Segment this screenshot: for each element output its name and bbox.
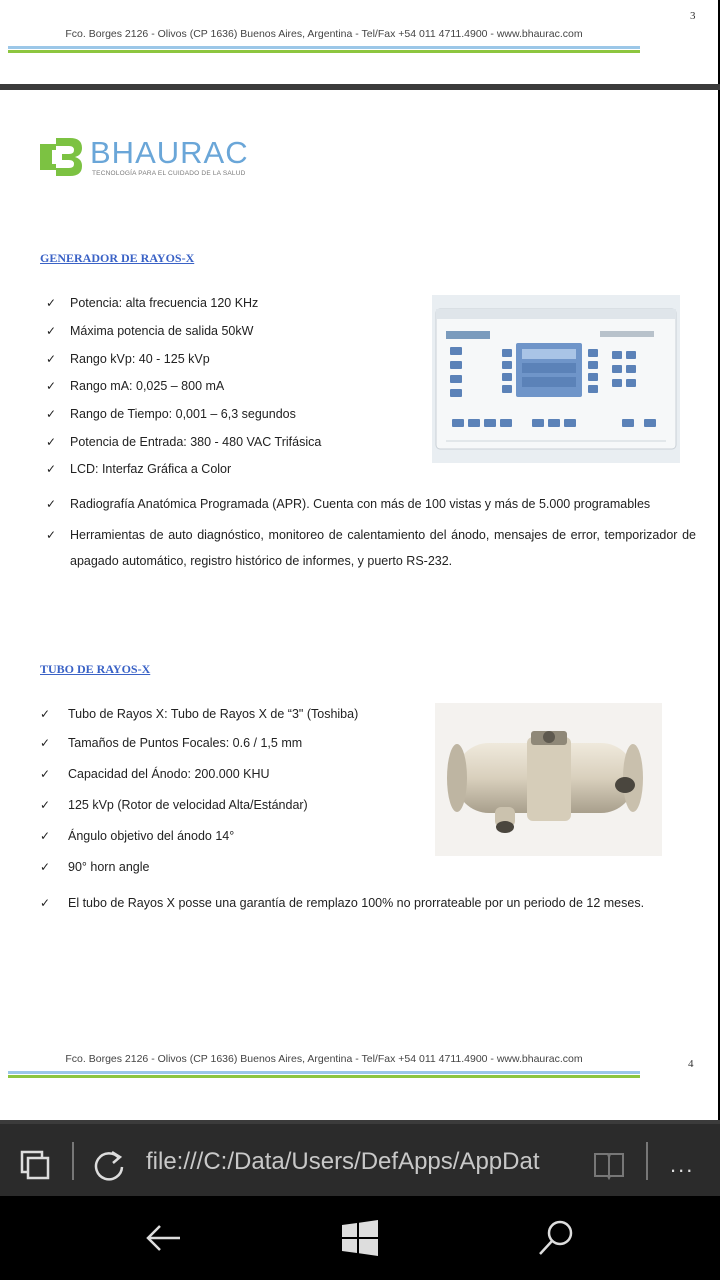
page-footer-text: Fco. Borges 2126 - Olivos (CP 1636) Buenos Aires, Argentina - Tel/Fax +54 011 4711.4900 - www.bhaurac.com — [65, 1053, 583, 1065]
check-icon: ✓ — [46, 497, 57, 511]
logo-tagline: TECNOLOGÍA PARA EL CUIDADO DE LA SALUD — [92, 170, 246, 177]
generator-control-panel-image — [432, 295, 680, 463]
check-icon: ✓ — [46, 407, 57, 421]
page-number: 3 — [690, 10, 696, 22]
page-footer-text: Fco. Borges 2126 - Olivos (CP 1636) Buenos Aires, Argentina - Tel/Fax +54 011 4711.4900 - www.bhaurac.com — [65, 28, 583, 40]
system-navigation-bar — [0, 1196, 720, 1280]
check-icon: ✓ — [46, 435, 57, 449]
check-icon: ✓ — [40, 707, 51, 721]
section-title-tubo: TUBO DE RAYOS-X — [40, 662, 151, 676]
check-icon: ✓ — [40, 896, 51, 910]
check-icon: ✓ — [40, 829, 51, 843]
page-number: 4 — [688, 1058, 694, 1070]
check-icon: ✓ — [46, 324, 57, 338]
logo-name: BHAURAC — [90, 135, 249, 170]
check-icon: ✓ — [46, 462, 57, 476]
check-icon: ✓ — [40, 798, 51, 812]
back-arrow-icon[interactable] — [144, 1218, 184, 1258]
check-icon: ✓ — [40, 736, 51, 750]
toolbar-divider — [72, 1142, 74, 1180]
more-options-icon[interactable]: ... — [670, 1152, 695, 1177]
footer-divider — [8, 46, 640, 53]
previous-page-bottom — [0, 0, 718, 84]
logo-mark-icon — [40, 138, 82, 176]
xray-tube-image — [435, 703, 662, 856]
check-icon: ✓ — [46, 379, 57, 393]
address-bar[interactable]: file:///C:/Data/Users/DefApps/AppDat — [146, 1148, 540, 1175]
section-title-generador: GENERADOR DE RAYOS-X — [40, 251, 195, 265]
tabs-icon[interactable] — [20, 1150, 50, 1180]
check-icon: ✓ — [46, 296, 57, 310]
document-page: BHAURAC TECNOLOGÍA PARA EL CUIDADO DE LA SALUD GENERADOR DE RAYOS-X ✓ Potencia: alta frecuencia 120 KHz ✓ Máxima potencia de salida 50kW ✓ Rango kVp: 40 - 125 kVp ✓ Rango mA: 0,025 – 800 mA ✓ Rango de Tiempo: 0,001 – 6,3 segundos ✓ Potencia de Entrada: 380 - 480 VAC Trifásica ✓ LCD: Interfaz Gráfica a Color ✓ Radiografía Anatómica Programada (APR). Cuenta con más de 100 vistas y más de 5.000 programables ✓ Herramientas de auto diagnóstico, monitoreo de calentamiento del ánodo, mensajes de error, temporizador de apagado automático, registro histórico de informes, y puerto RS-232. TUBO DE RAYOS-X ✓ Tubo de Rayos X: Tubo de Rayos X de “3" (Toshiba) ✓ Tamaños de Puntos Focales: 0.6 / 1,5 mm ✓ Capacidad del Ánodo: 200.000 KHU ✓ 125 kVp (Rotor de velocidad Alta/Estándar) ✓ Ángulo objetivo del ánodo 14° ✓ 90° horn angle ✓ El tubo de Rayos X posse una garantía de remplazo 100% no prorrateable por un periodo de 12 meses. Fco. Borges 2126 - Olivos (CP 1636) Buenos Aires, Argentina - Tel/Fax +54 011 4711.4900 - www.bhaurac.com 4 — [0, 90, 718, 1120]
refresh-icon[interactable] — [92, 1148, 126, 1182]
footer-divider — [8, 1071, 640, 1078]
check-icon: ✓ — [40, 767, 51, 781]
check-icon: ✓ — [46, 528, 57, 542]
windows-start-icon[interactable] — [340, 1218, 380, 1258]
search-icon[interactable] — [536, 1218, 576, 1258]
check-icon: ✓ — [40, 860, 51, 874]
browser-toolbar — [0, 1124, 720, 1196]
reading-view-icon[interactable] — [592, 1150, 626, 1180]
toolbar-divider — [646, 1142, 648, 1180]
check-icon: ✓ — [46, 352, 57, 366]
